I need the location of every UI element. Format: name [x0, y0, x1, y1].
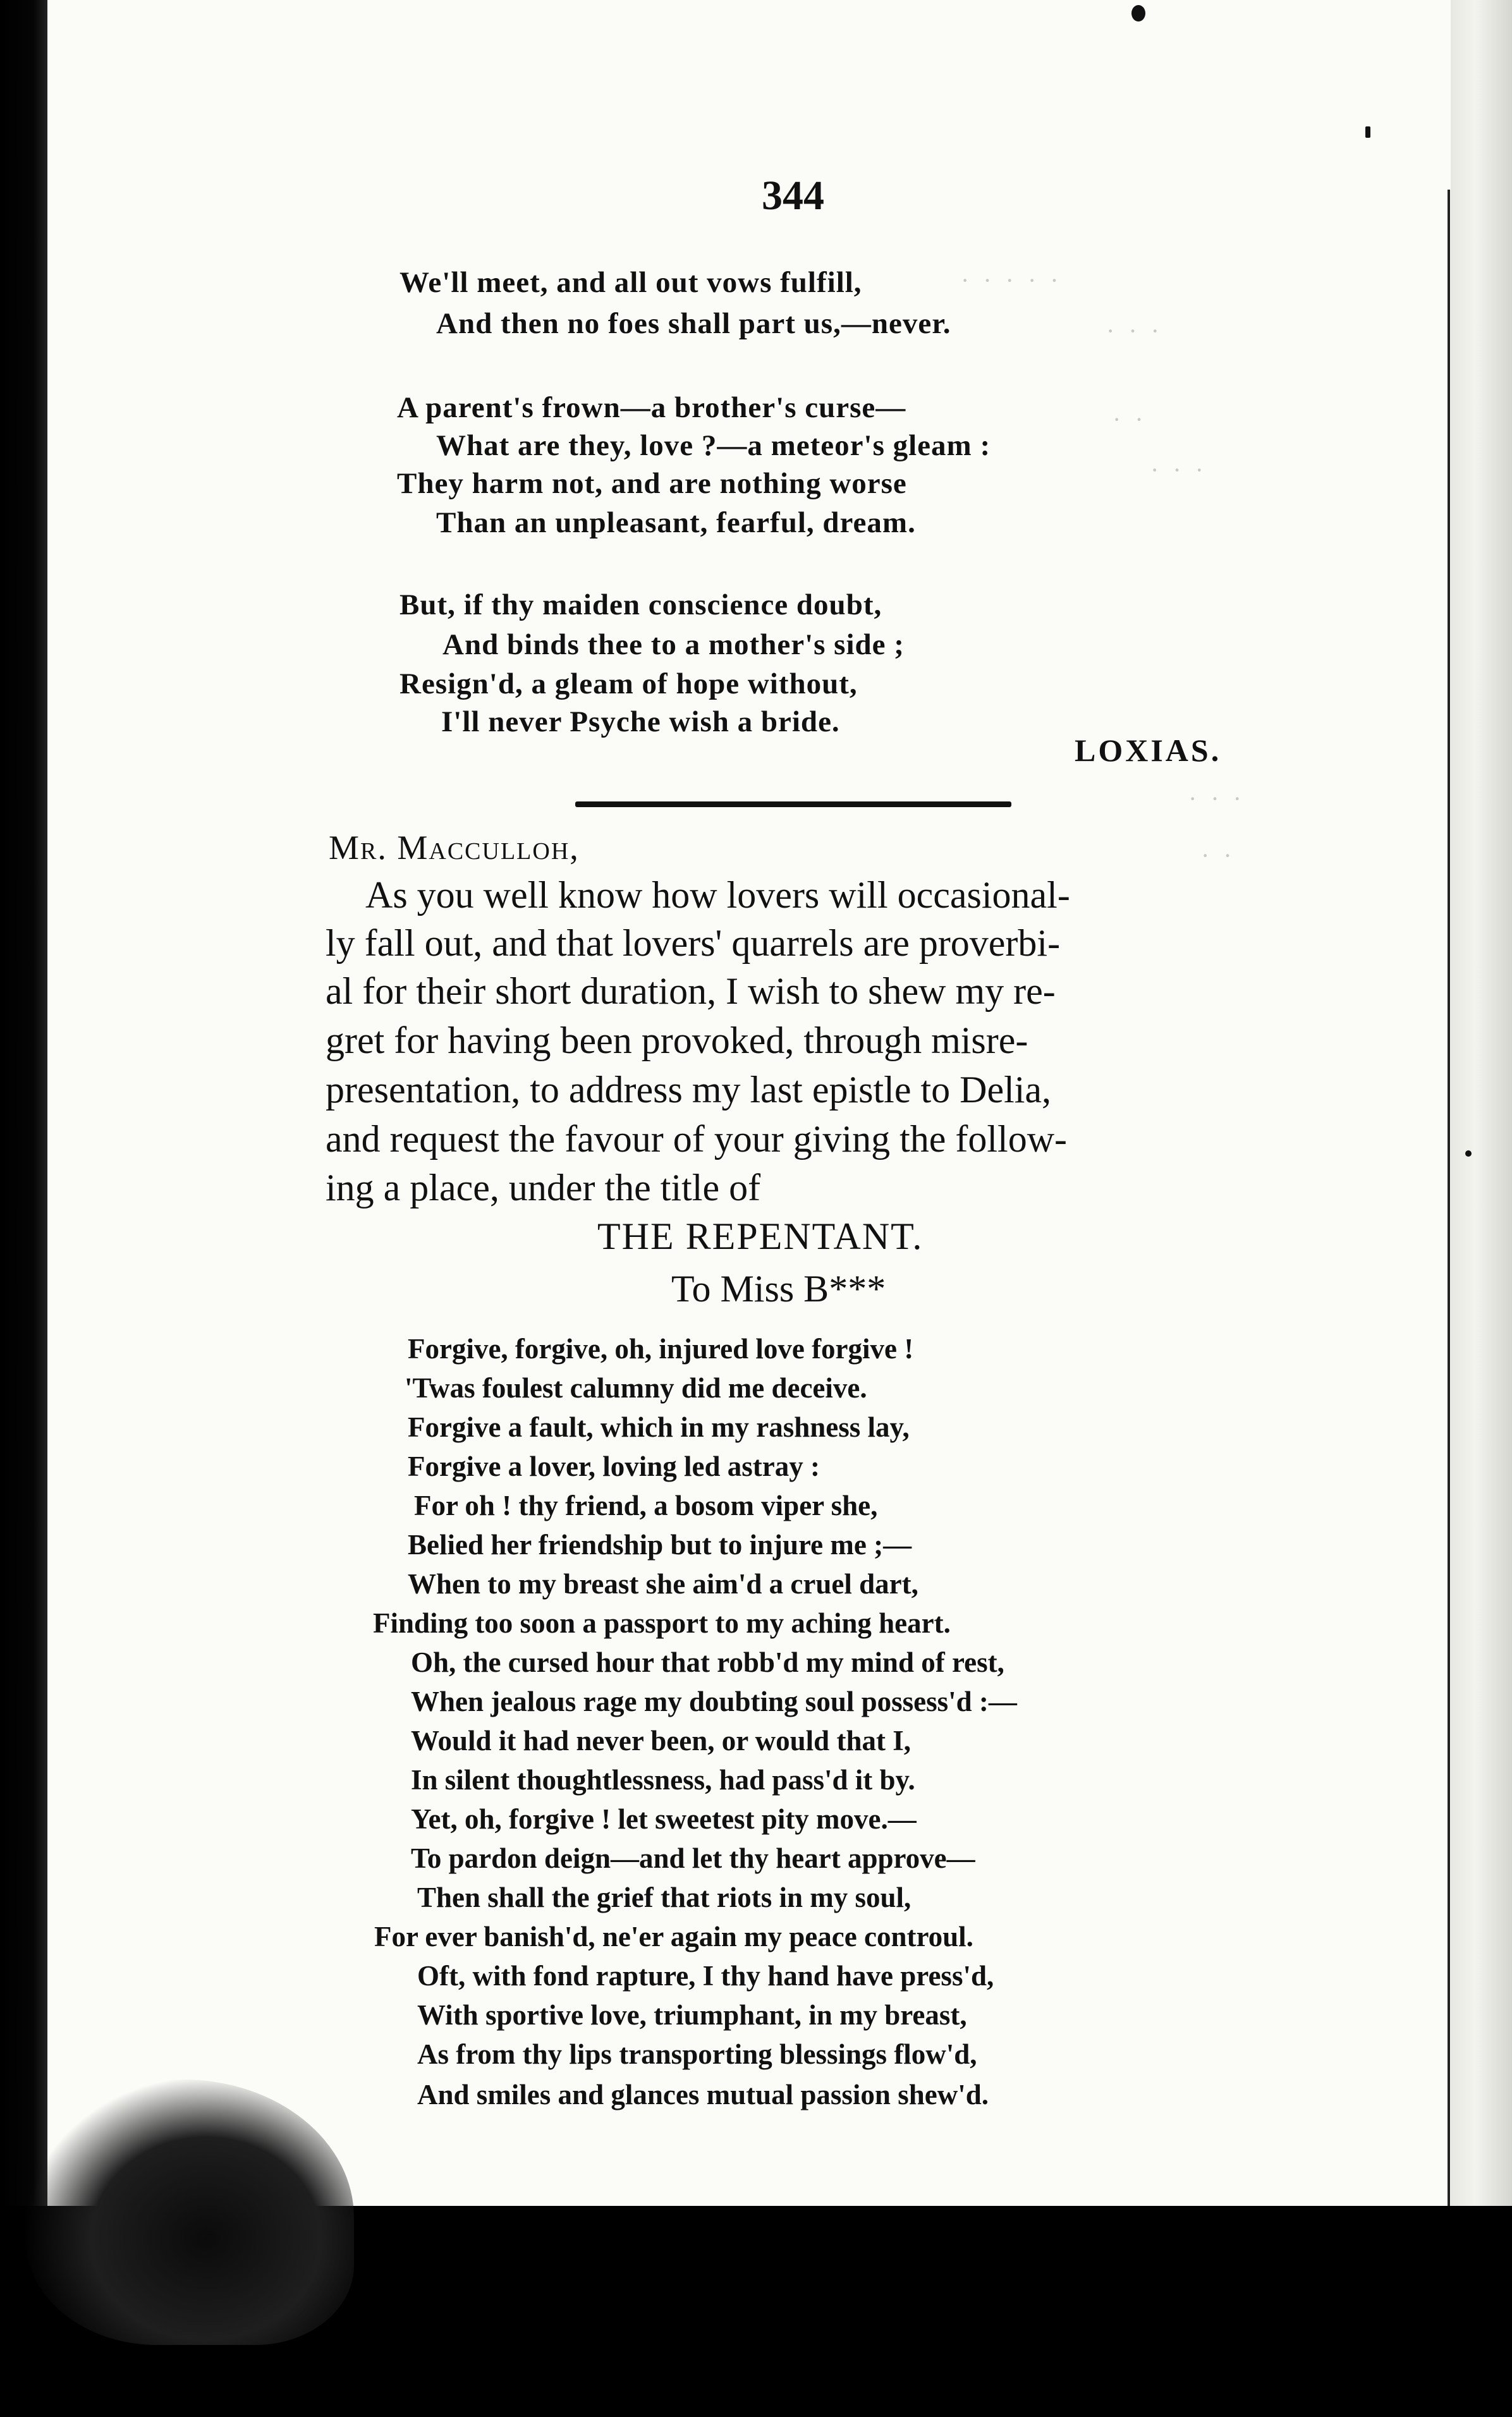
poem-line: Than an unpleasant, fearful, dream.: [436, 506, 916, 539]
letter-line: presentation, to address my last epistle to Delia,: [326, 1069, 1052, 1111]
poem-line: Belied her friendship but to injure me ;—: [408, 1529, 912, 1561]
letter-line: ly fall out, and that lovers' quarrels are proverbi-: [326, 922, 1061, 964]
page-edge-line: [1448, 190, 1450, 2212]
poem-line: We'll meet, and all out vows fulfill,: [399, 266, 862, 299]
poem-line: In silent thoughtlessness, had pass'd it by.: [411, 1764, 915, 1796]
ink-speck: [1131, 5, 1145, 21]
letter-line: gret for having been provoked, through misre-: [326, 1020, 1028, 1061]
poem-line: And binds thee to a mother's side ;: [442, 628, 905, 661]
poem-line: And then no foes shall part us,—never.: [436, 307, 951, 340]
bleed-through-mark: · ·: [1201, 841, 1236, 870]
poem-line: When jealous rage my doubting soul possess'd :—: [411, 1686, 1017, 1717]
poem-line: But, if thy maiden conscience doubt,: [399, 588, 882, 621]
poem-line: When to my breast she aim'd a cruel dart,: [408, 1568, 918, 1600]
poem-line: As from thy lips transporting blessings flow'd,: [417, 2038, 977, 2070]
poem-title: THE REPENTANT.: [597, 1215, 924, 1257]
letter-line: al for their short duration, I wish to shew my re-: [326, 970, 1056, 1012]
poem-line: Resign'd, a gleam of hope without,: [399, 667, 858, 700]
poem-line: For ever banish'd, ne'er again my peace controul.: [374, 1921, 973, 1952]
poem-line: Forgive a fault, which in my rashness lay,: [408, 1411, 910, 1443]
poem-line: Then shall the grief that riots in my soul,: [417, 1882, 911, 1913]
poem-signature: LOXIAS.: [1075, 733, 1222, 768]
poem-line: What are they, love ?—a meteor's gleam :: [436, 429, 991, 462]
page-number: 344: [762, 173, 824, 219]
letter-line: As you well know how lovers will occasional-: [365, 874, 1070, 916]
letter-line: and request the favour of your giving the follow-: [326, 1118, 1068, 1160]
section-divider: [575, 801, 1011, 807]
poem-line: With sportive love, triumphant, in my breast,: [417, 1999, 967, 2031]
facing-page-edge: [1451, 0, 1512, 2417]
bleed-through-mark: · · ·: [1106, 317, 1163, 345]
poem-line: Oh, the cursed hour that robb'd my mind of rest,: [411, 1647, 1004, 1678]
poem-line: Would it had never been, or would that I,: [411, 1725, 911, 1756]
poem-subtitle: To Miss B***: [671, 1268, 886, 1310]
binding-shadow: [0, 0, 47, 2417]
letter-line: ing a place, under the title of: [326, 1167, 761, 1208]
poem-line: A parent's frown—a brother's curse—: [397, 391, 906, 424]
bleed-through-mark: · · · · ·: [961, 266, 1063, 295]
bleed-through-mark: · ·: [1113, 405, 1147, 434]
poem-line: They harm not, and are nothing worse: [397, 467, 907, 500]
poem-line: I'll never Psyche wish a bride.: [441, 705, 840, 738]
poem-line: Yet, oh, forgive ! let sweetest pity move.—: [411, 1803, 917, 1835]
poem-line: 'Twas foulest calumny did me deceive.: [405, 1372, 867, 1404]
poem-line: Forgive a lover, loving led astray :: [408, 1451, 820, 1482]
letter-addressee: Mr. Macculloh,: [329, 829, 580, 867]
poem-line: To pardon deign—and let thy heart approve—: [411, 1842, 975, 1874]
poem-line: Finding too soon a passport to my aching heart.: [373, 1607, 951, 1639]
poem-line: And smiles and glances mutual passion shew'd.: [417, 2079, 989, 2110]
bleed-through-mark: · · ·: [1150, 456, 1207, 484]
poem-line: Forgive, forgive, oh, injured love forgive !: [408, 1333, 914, 1365]
bleed-through-mark: · · ·: [1188, 784, 1245, 813]
ink-speck: [1465, 1150, 1472, 1157]
ink-speck: [1365, 126, 1370, 138]
poem-line: Oft, with fond rapture, I thy hand have press'd,: [417, 1960, 994, 1992]
poem-line: For oh ! thy friend, a bosom viper she,: [414, 1490, 878, 1521]
